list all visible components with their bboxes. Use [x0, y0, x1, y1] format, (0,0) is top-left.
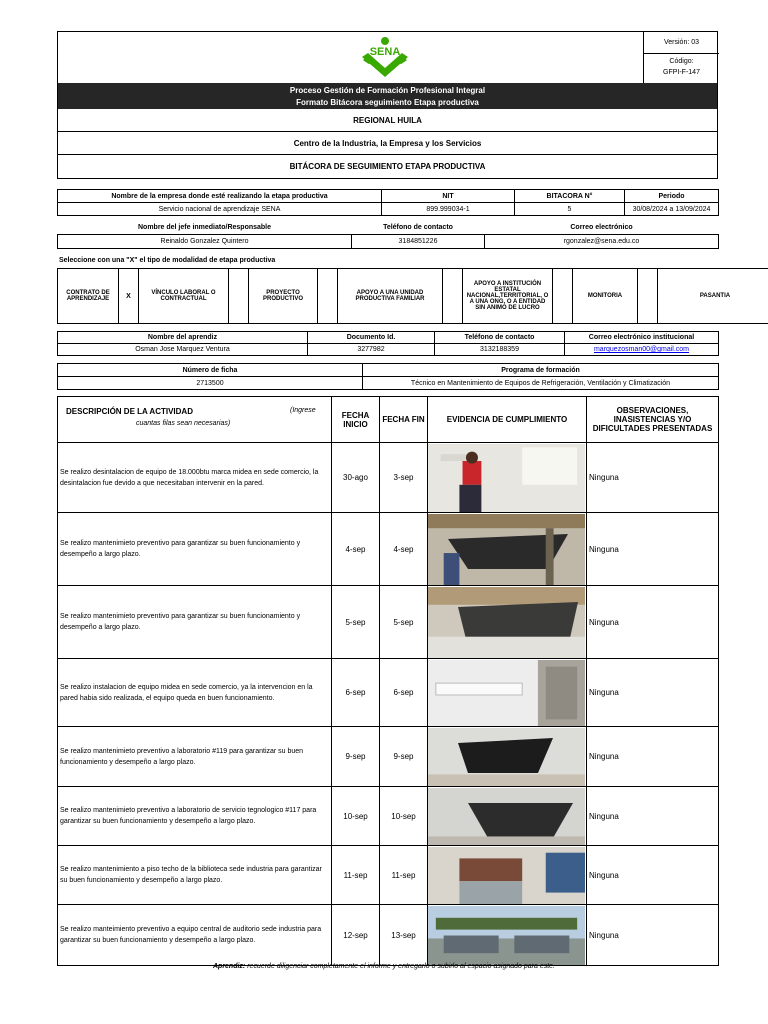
format-title: Formato Bitácora seguimiento Etapa productiva [296, 98, 479, 107]
modality-option-label: APOYO A UNA UNIDAD PRODUCTIVA FAMILIAR [338, 269, 443, 324]
start-header: FECHA INICIO [332, 397, 380, 443]
desc-note-1: (Ingrese [290, 407, 316, 414]
activity-observation: Ninguna [587, 905, 719, 966]
evidence-photo [428, 587, 585, 658]
activity-start-date: 5-sep [332, 586, 380, 659]
activity-row [58, 659, 719, 727]
period-value: 30/08/2024 a 13/09/2024 [625, 203, 719, 216]
apprentice-email-header: Correo electrónico institucional [565, 332, 719, 344]
desc-header-cell [58, 397, 332, 443]
activity-row [58, 787, 719, 846]
activity-observation: Ninguna [587, 787, 719, 846]
activity-observation: Ninguna [587, 659, 719, 727]
activities-table [57, 396, 719, 966]
apprentice-table [57, 331, 719, 356]
program-value: Técnico en Mantenimiento de Equipos de Refrigeración, Ventilación y Climatización [363, 377, 719, 390]
activity-start-date: 11-sep [332, 846, 380, 905]
nit-header: NIT [382, 190, 515, 203]
program-header: Programa de formación [363, 364, 719, 377]
activity-end-date: 4-sep [380, 513, 428, 586]
boss-table [57, 221, 719, 249]
evidence-header: EVIDENCIA DE CUMPLIMIENTO [428, 397, 587, 443]
apprentice-doc: 3277982 [308, 344, 435, 356]
modality-option-checkbox[interactable] [229, 269, 249, 324]
activity-end-date: 9-sep [380, 727, 428, 787]
boss-email: rgonzalez@sena.edu.co [485, 234, 719, 248]
logo-text: SENA [369, 46, 401, 58]
evidence-photo [428, 728, 585, 786]
bitacora-header: BITACORA N° [515, 190, 625, 203]
evidence-photo [428, 847, 585, 904]
activity-start-date: 4-sep [332, 513, 380, 586]
evidence-photo-cell [428, 727, 587, 787]
modality-option-checkbox[interactable] [553, 269, 573, 324]
company-name-header: Nombre de la empresa donde esté realizando la etapa productiva [58, 190, 382, 203]
evidence-photo [428, 788, 585, 845]
activity-row [58, 586, 719, 659]
code-label: Código: [669, 58, 694, 65]
evidence-photo [428, 660, 585, 726]
modality-table [57, 268, 768, 324]
activity-start-date: 30-ago [332, 443, 380, 513]
ficha-header: Número de ficha [58, 364, 363, 377]
header-block [57, 31, 718, 179]
process-title: Proceso Gestión de Formación Profesional Integral [289, 86, 486, 95]
modality-instruction: Seleccione con una "X" el tipo de modalidad de etapa productiva [59, 257, 276, 264]
activity-observation: Ninguna [587, 727, 719, 787]
activity-row [58, 727, 719, 787]
modality-option-label: PROYECTO PRODUCTIVO [249, 269, 318, 324]
nit-value: 899.999034-1 [382, 203, 515, 216]
apprentice-phone: 3132188359 [435, 344, 565, 356]
activity-end-date: 5-sep [380, 586, 428, 659]
activity-start-date: 6-sep [332, 659, 380, 727]
center-name: Centro de la Industria, la Empresa y los Servicios [58, 132, 717, 155]
version-box [643, 32, 719, 83]
activity-end-date: 10-sep [380, 787, 428, 846]
activity-start-date: 9-sep [332, 727, 380, 787]
footer-text: recuerde diligenciar completamente el informe y entregarlo o subirlo al espacio asignado para este. [247, 963, 556, 970]
activity-end-date: 6-sep [380, 659, 428, 727]
sena-logo-icon [350, 35, 420, 81]
code-value: GFPI-F-147 [663, 69, 700, 76]
activity-description: Se realizo mantenimieto preventivo a laboratorio de servicio tegnologico #117 para garantizar su buen funcionamiento y desempeño a largo plazo. [58, 787, 332, 846]
evidence-photo-cell [428, 905, 587, 966]
company-name: Servicio nacional de aprendizaje SENA [58, 203, 382, 216]
modality-option-checkbox[interactable] [318, 269, 338, 324]
activity-start-date: 10-sep [332, 787, 380, 846]
footer-label: Aprendiz: [212, 963, 246, 970]
boss-phone: 3184851226 [352, 234, 485, 248]
company-table [57, 189, 719, 216]
activity-observation: Ninguna [587, 846, 719, 905]
modality-option-checkbox[interactable]: X [119, 269, 139, 324]
activity-description: Se realizo mantenimieto preventivo a laboratorio #119 para garantizar su buen funcionamiento y desempeño a largo plazo. [58, 727, 332, 787]
activity-description: Se realizo mantenimiento a piso techo de la biblioteca sede industria para garantizar su buen funcionamiento y desempeño a largo plazo. [58, 846, 332, 905]
desc-note-2: cuantas filas sean necesarias) [136, 420, 231, 427]
regional: REGIONAL HUILA [58, 109, 717, 132]
process-band [58, 83, 717, 109]
boss-email-header: Correo electrónico [570, 223, 633, 231]
apprentice-email-link[interactable]: marquezosman00@gmail.com [565, 344, 719, 356]
activity-description: Se realizo desintalacion de equipo de 18.000btu marca midea en sede comercio, la desintalacion fue devido a que necesitaban intervenir en la pared. [58, 443, 332, 513]
doc-title: BITÁCORA DE SEGUIMIENTO ETAPA PRODUCTIVA [289, 162, 486, 171]
apprentice-doc-header: Documento Id. [308, 332, 435, 344]
activity-observation: Ninguna [587, 586, 719, 659]
footer-note [0, 963, 768, 970]
desc-header: DESCRIPCIÓN DE LA ACTIVIDAD [66, 407, 193, 416]
activity-description: Se realizo mantenimieto preventivo para garantizar su buen funcionamiento y desempeño a largo plazo. [58, 513, 332, 586]
activity-row [58, 846, 719, 905]
evidence-photo-cell [428, 513, 587, 586]
activity-end-date: 3-sep [380, 443, 428, 513]
evidence-photo-cell [428, 659, 587, 727]
activity-description: Se realizo instalacion de equipo midea en sede comercio, ya la intervencion en la pared habia sido realizada, el equipo queda en buen funcionamiento. [58, 659, 332, 727]
evidence-photo-cell [428, 443, 587, 513]
evidence-photo [428, 444, 585, 512]
activity-end-date: 11-sep [380, 846, 428, 905]
apprentice-name: Osman Jose Marquez Ventura [58, 344, 308, 356]
modality-option-label: PASANTIA [658, 269, 768, 324]
modality-option-checkbox[interactable] [638, 269, 658, 324]
obs-header: OBSERVACIONES, INASISTENCIAS Y/O DIFICULTADES PRESENTADAS [587, 397, 719, 443]
program-table [57, 363, 719, 390]
evidence-photo [428, 906, 585, 965]
bitacora-value: 5 [515, 203, 625, 216]
activity-row [58, 443, 719, 513]
boss-header: Nombre del jefe inmediato/Responsable [137, 223, 272, 231]
version: Versión: 03 [644, 32, 719, 54]
evidence-photo [428, 514, 585, 585]
modality-option-checkbox[interactable] [443, 269, 463, 324]
activity-start-date: 12-sep [332, 905, 380, 966]
ficha-value: 2713500 [58, 377, 363, 390]
activity-description: Se realizo manteimiento preventivo a equipo central de auditorio sede industria para garantizar su buen funcionamiento y desempeño a largo plazo. [58, 905, 332, 966]
activity-end-date: 13-sep [380, 905, 428, 966]
activity-description: Se realizo mantenimieto preventivo para garantizar su buen funcionamiento y desempeño a largo plazo. [58, 586, 332, 659]
activity-row [58, 905, 719, 966]
end-header: FECHA FIN [380, 397, 428, 443]
boss-name: Reinaldo Gonzalez Quintero [58, 234, 352, 248]
evidence-photo-cell [428, 846, 587, 905]
apprentice-phone-header: Teléfono de contacto [435, 332, 565, 344]
apprentice-name-header: Nombre del aprendiz [58, 332, 308, 344]
modality-option-label: APOYO A INSTITUCIÓN ESTATAL NACIONAL,TERRITORIAL, O A UNA ONG, O A ENTIDAD SIN ANIMO DE LUCRO [463, 269, 553, 324]
activity-row [58, 513, 719, 586]
modality-option-label: CONTRATO DE APRENDIZAJE [58, 269, 119, 324]
modality-option-label: MONITORIA [573, 269, 638, 324]
period-header: Periodo [625, 190, 719, 203]
modality-option-label: VÍNCULO LABORAL O CONTRACTUAL [139, 269, 229, 324]
evidence-photo-cell [428, 787, 587, 846]
activity-observation: Ninguna [587, 443, 719, 513]
sena-logo [58, 32, 643, 83]
evidence-photo-cell [428, 586, 587, 659]
activity-observation: Ninguna [587, 513, 719, 586]
boss-phone-header: Teléfono de contacto [383, 223, 453, 231]
